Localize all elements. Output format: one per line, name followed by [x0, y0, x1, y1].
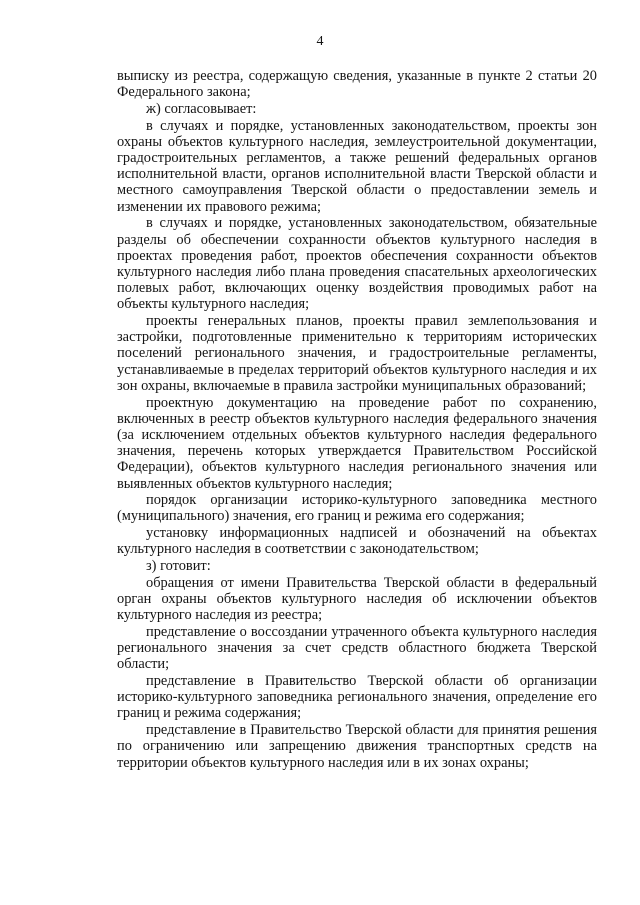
paragraph-reconstruction: представление о воссоздании утраченного объекта культурного наследия регионального значения за счет средств областного бюджета Тверской области; — [117, 623, 597, 673]
paragraph-traffic-restriction: представление в Правительство Тверской области для принятия решения по ограничению или запрещению движения транспортных средств на территории объектов культурного наследия или в их зонах охраны; — [117, 722, 597, 771]
paragraph-protection-zones: в случаях и порядке, установленных законодательством, проекты зон охраны объектов культурного наследия, землеустроительной документации, градостроительных регламентов, а также решений федеральных органов исполнительной власти, органов исполнительной власти Тверской области и местного самоуправления Тверской области о предоставлении земель и изменении их правового режима; — [117, 117, 597, 215]
page-number: 4 — [316, 34, 324, 49]
paragraph-project-documentation: проектную документацию на проведение работ по сохранению, включенных в реестр объектов культурного наследия федерального значения (за исключением отдельных объектов культурного наследия федерального значения, перечень которых утверждается Правительством Российской Федерации), объектов культурного наследия регионального значения или выявленных объектов культурного наследия; — [117, 394, 597, 492]
paragraph-federal-appeal: обращения от имени Правительства Тверской области в федеральный орган охраны объектов культурного наследия об исключении объектов культурного наследия из реестра; — [117, 574, 597, 624]
paragraph-mandatory-sections: в случаях и порядке, установленных законодательством, обязательные разделы об обеспечении сохранности объектов культурного наследия в проектах проведения работ, проектов обеспечения сохранности объектов культурного наследия либо плана проведения спасательных археологических полевых работ, включающих оценку воздействия проводимых работ на объекты культурного наследия; — [117, 215, 597, 313]
document-body — [117, 68, 597, 771]
paragraph-regional-reserve: представление в Правительство Тверской области об организации историко-культурного заповедника регионального значения, определение его границ и режима содержания; — [117, 673, 597, 722]
paragraph-info-signs: установку информационных надписей и обозначений на объектах культурного наследия в соответствии с законодательством; — [117, 525, 597, 558]
paragraph-reserve-organization: порядок организации историко-культурного заповедника местного (муниципального) значения, его границ и режима его содержания; — [117, 492, 597, 525]
paragraph-general-plans: проекты генеральных планов, проекты правил землепользования и застройки, подготовленные применительно к территориям исторических поселений регионального значения, и градостроительные регламенты, устанавливаемые в пределах территорий объектов культурного наследия и их зон охраны, включаемые в правила застройки муниципальных образований; — [117, 313, 597, 394]
paragraph-item-z-heading: з) готовит: — [146, 558, 211, 575]
paragraph-item-zh-heading: ж) согласовывает: — [146, 100, 257, 117]
paragraph-registry-extract: выписку из реестра, содержащую сведения, указанные в пункте 2 статьи 20 Федерального закона; — [117, 68, 597, 101]
